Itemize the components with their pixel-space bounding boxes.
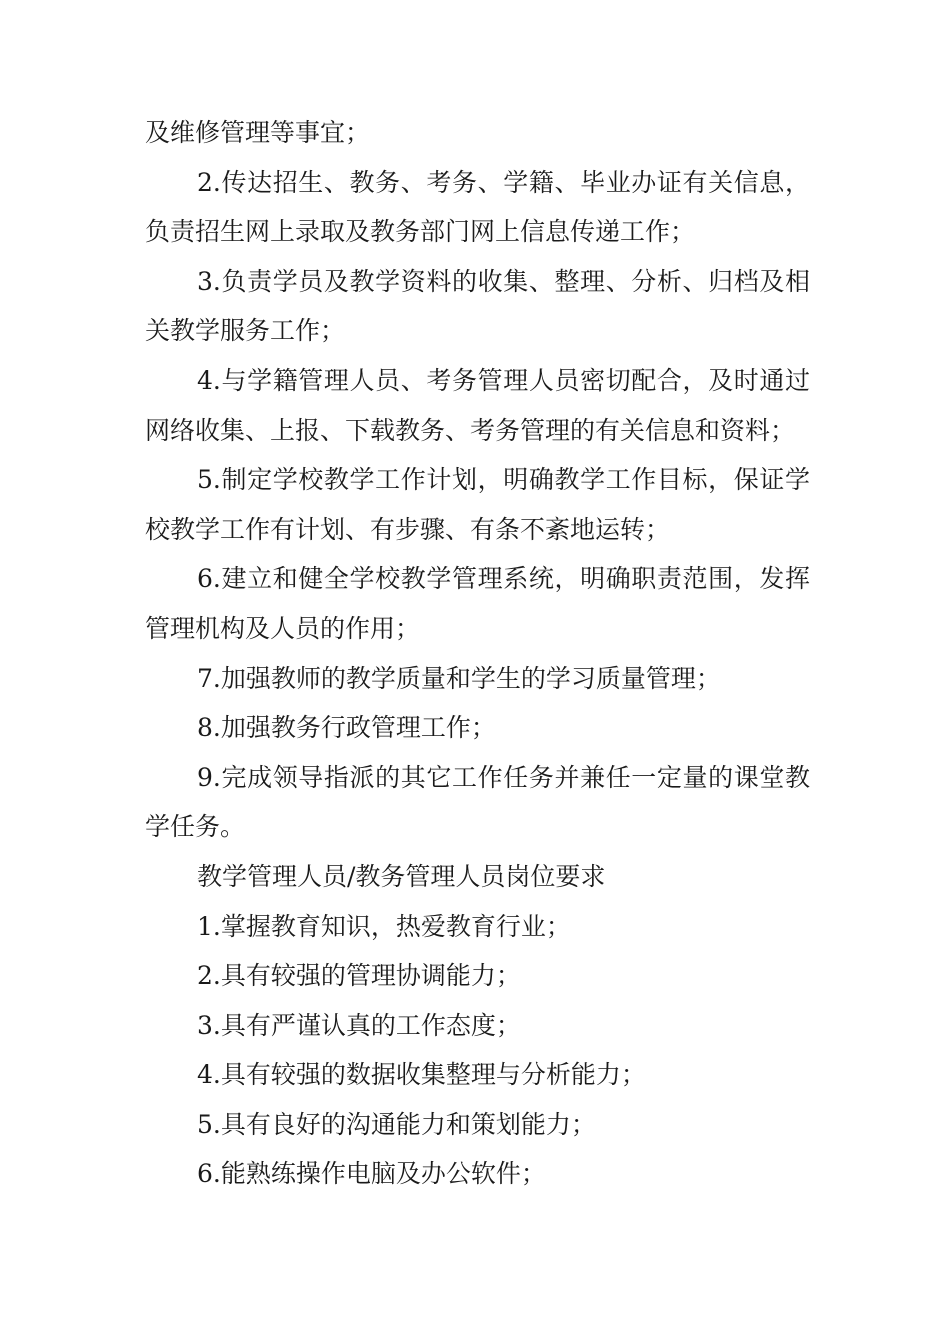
requirement-item-1: 1.掌握教育知识，热爱教育行业； [197,911,571,941]
section-heading: 教学管理人员/教务管理人员岗位要求 [197,861,606,891]
duty-item-5: 5.制定学校教学工作计划，明确教学工作目标，保证学校教学工作有计划、有步骤、有条不紊地运转； [145,465,810,544]
duty-item-6: 6.建立和健全学校教学管理系统，明确职责范围，发挥管理机构及人员的作用； [145,564,810,643]
duty-item-8: 8.加强教务行政管理工作； [197,713,496,743]
duty-item-3: 3.负责学员及教学资料的收集、整理、分析、归档及相关教学服务工作； [145,266,810,346]
document-body [145,108,810,1199]
duty-item-9: 9.完成领导指派的其它工作任务并兼任一定量的课堂教学任务。 [145,762,810,842]
duty-item-7: 7.加强教师的教学质量和学生的学习质量管理； [197,663,721,693]
duty-item-4: 4.与学籍管理人员、考务管理人员密切配合，及时通过网络收集、上报、下载教务、考务管理的有关信息和资料； [145,365,810,445]
requirement-item-5: 5.具有良好的沟通能力和策划能力； [197,1109,596,1139]
requirement-item-3: 3.具有严谨认真的工作态度； [197,1010,521,1040]
requirement-item-4: 4.具有较强的数据收集整理与分析能力； [197,1060,646,1090]
paragraph-continuation: 及维修管理等事宜； [145,118,371,147]
requirement-item-2: 2.具有较强的管理协调能力； [197,961,521,991]
duty-item-2: 2.传达招生、教务、考务、学籍、毕业办证有关信息，负责招生网上录取及教务部门网上信息传递工作； [145,167,810,247]
requirement-item-6: 6.能熟练操作电脑及办公软件； [197,1159,546,1189]
